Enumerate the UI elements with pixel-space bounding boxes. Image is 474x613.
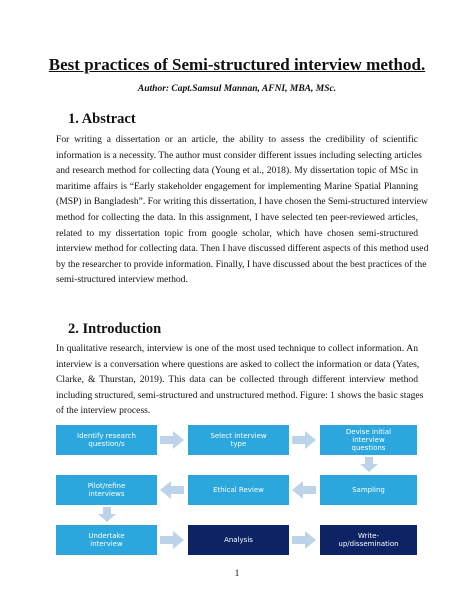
arrow-left-icon [292,480,317,500]
step-label: question/s [88,440,125,448]
author-line: Author: Capt.Samsul Mannan, AFNI, MBA, MSc. [137,84,337,94]
step-sampling [320,475,417,505]
abstract-heading: 1. Abstract [68,111,136,127]
text-line: interview method for collecting data. Then I have discussed different aspects of this method used [56,243,429,255]
step-label: interview [90,540,123,548]
text-line: by the researcher to provide information. Finally, I have discussed about the best practices of the [56,258,427,270]
text-line: information is a necessity. The author must consider different issues including selecting articles [56,149,422,161]
step-devise-questions [320,425,417,455]
step-label: Ethical Review [213,486,264,494]
step-undertake-interview [56,525,157,555]
arrow-down-icon [97,507,117,523]
step-label: interviews [88,490,125,498]
text-line: of the interview process. [56,405,151,417]
text-line: related to my dissertation topic from google scholar, which have chosen semi-structured [56,227,418,239]
step-analysis [188,525,289,555]
introduction-heading: 2. Introduction [68,321,162,337]
arrow-down-icon [359,457,379,473]
text-line: interview is a conversation where questions are asked to collect the information or data (Yates, [56,358,420,370]
document-title: Best practices of Semi-structured interview method. [48,55,426,74]
step-write-up [320,525,417,555]
step-ethical-review [188,475,289,505]
text-line: semi-structured interview method. [56,274,188,286]
step-label: Select interview [210,432,267,440]
text-line: maritime affairs is “Early stakeholder engagement for implementing Marine Spatial Planning [56,180,418,192]
step-label: type [230,440,247,448]
step-identify-research [56,425,157,455]
arrow-right-icon [160,430,185,450]
step-label: Write- [357,532,379,540]
text-line: Clarke, & Thurstan, 2019). This data can be collected through different interview method [56,374,418,386]
step-label: interview [352,436,385,444]
arrow-left-icon [160,480,185,500]
step-label: questions [351,444,386,452]
text-line: In qualitative research, interview is one of the most used technique to collect information. An [56,343,418,354]
arrow-right-icon [292,430,317,450]
text-line: For writing a dissertation or an article, the ability to assess the credibility of scientific [56,134,418,145]
step-pilot-refine [56,475,157,505]
text-line: including structured, semi-structured and unstructured method. Figure: 1 shows the basic stages [56,389,424,401]
step-label: Analysis [224,536,253,544]
introduction-paragraph [56,341,424,419]
arrow-right-icon [292,530,317,550]
text-line: method for collecting the data. In this assignment, I have selected ten peer-reviewed articles, [56,211,418,223]
step-select-interview-type [188,425,289,455]
step-label: Undertake [88,532,125,540]
step-label: Pilot/refine [87,482,126,490]
text-line: (MSP) in Bangladesh”. For writing this dissertation, I have chosen the Semi-structured interview [56,196,428,208]
abstract-paragraph [56,132,429,288]
page-number: 1 [234,569,240,579]
text-line: and research method for collecting data (Young et al., 2018). My dissertation topic of MSc in [56,165,418,177]
arrow-right-icon [160,530,185,550]
step-label: Sampling [352,486,385,494]
step-label: up/dissemination [338,540,399,548]
step-label: Devise initial [345,428,392,436]
step-label: Identify research [77,432,136,440]
